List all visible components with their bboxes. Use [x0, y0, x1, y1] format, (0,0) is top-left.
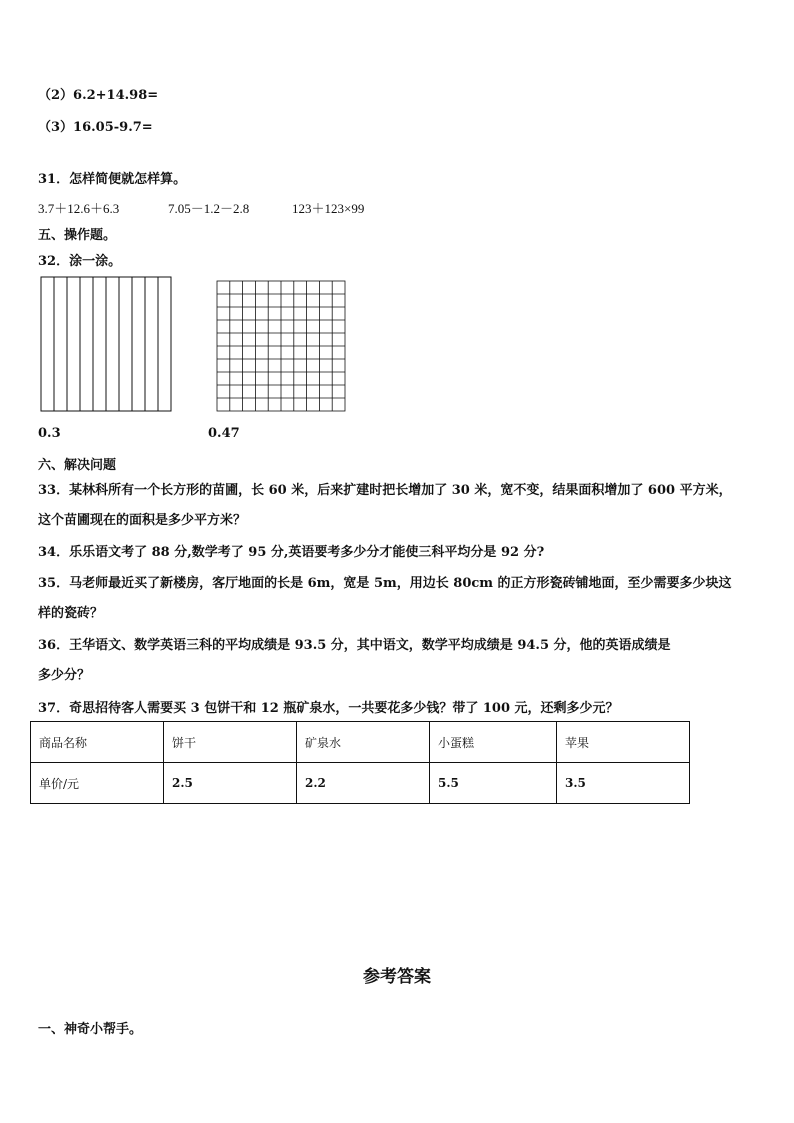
figure-label-right: 0.47: [208, 426, 240, 441]
table-cell: 单价/元: [31, 763, 164, 804]
answer-section-1: 一、神奇小帮手。: [38, 1022, 143, 1037]
question-33-line-1: 33．某林科所有一个长方形的苗圃，长 60 米，后来扩建时把长增加了 30 米，宽不变，结果面积增加了 600 平方米，: [38, 483, 732, 498]
table-cell: 3.5: [557, 763, 690, 804]
q31-expression-1: 3.7＋12.6＋6.3: [38, 201, 120, 216]
table-cell: 矿泉水: [297, 722, 430, 763]
table-header-row: [31, 722, 690, 763]
question-36-line-1: 36．王华语文、数学英语三科的平均成绩是 93.5 分，其中语文，数学平均成绩是 94.5 分，他的英语成绩是: [38, 638, 671, 653]
question-34: 34．乐乐语文考了 88 分,数学考了 95 分,英语要考多少分才能使三科平均分是 92 分?: [38, 545, 545, 560]
price-table: [30, 721, 690, 804]
question-36-line-2: 多少分？: [38, 668, 91, 683]
question-32-prompt: 32．涂一涂。: [38, 254, 122, 269]
section-6-heading: 六、解决问题: [38, 458, 117, 473]
question-37-prompt: 37．奇思招待客人需要买 3 包饼干和 12 瓶矿泉水，一共要花多少钱？带了 100 元，还剩多少元？: [38, 701, 619, 716]
figure-label-left: 0.3: [38, 426, 61, 441]
question-35-line-1: 35．马老师最近买了新楼房，客厅地面的长是 6m，宽是 5m，用边长 80cm 的正方形瓷砖铺地面，至少需要多少块这: [38, 576, 732, 591]
computation-item-2: （2）6.2+14.98=: [38, 88, 159, 103]
table-cell: 2.2: [297, 763, 430, 804]
answer-key-title: 参考答案: [363, 967, 431, 987]
section-5-heading: 五、操作题。: [38, 228, 117, 243]
table-cell: 饼干: [164, 722, 297, 763]
table-cell: 苹果: [557, 722, 690, 763]
question-31-prompt: 31．怎样简便就怎样算。: [38, 172, 187, 187]
table-cell: 商品名称: [31, 722, 164, 763]
grid-figure-0.47: [216, 280, 346, 412]
q31-expression-3: 123＋123×99: [292, 201, 365, 216]
table-cell: 5.5: [430, 763, 557, 804]
computation-item-3: （3）16.05-9.7=: [38, 120, 153, 135]
table-cell: 2.5: [164, 763, 297, 804]
q31-expression-2: 7.05－1.2－2.8: [168, 201, 250, 216]
question-33-line-2: 这个苗圃现在的面积是多少平方米？: [38, 513, 247, 528]
strip-figure-0.3: [40, 276, 172, 412]
question-35-line-2: 样的瓷砖？: [38, 606, 104, 621]
table-row: [31, 763, 690, 804]
table-cell: 小蛋糕: [430, 722, 557, 763]
